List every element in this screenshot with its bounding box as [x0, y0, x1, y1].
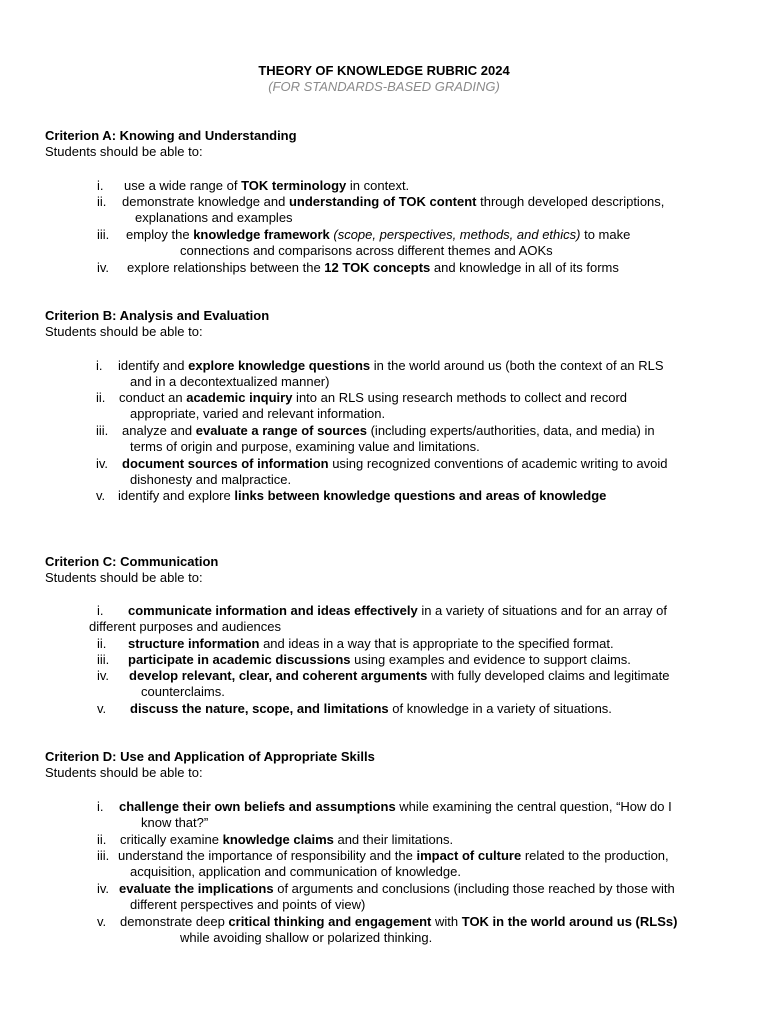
item-text: use a wide range of TOK terminology in context. [124, 178, 410, 193]
criterion-title: Criterion C: Communication [45, 554, 219, 569]
item-text: conduct an academic inquiry into an RLS using research methods to collect and record [119, 390, 628, 405]
item-text: participate in academic discussions using examples and evidence to support claims. [128, 652, 631, 667]
item-number: iii. [97, 848, 110, 863]
item-text: communicate information and ideas effectively in a variety of situations and for an array of [128, 603, 668, 618]
document-title: THEORY OF KNOWLEDGE RUBRIC 2024 [258, 63, 510, 78]
item-text: discuss the nature, scope, and limitations of knowledge in a variety of situations. [130, 701, 612, 716]
item-text-continued: acquisition, application and communication of knowledge. [130, 864, 461, 880]
item-text-continued: dishonesty and malpractice. [130, 472, 292, 488]
item-text-continued: different perspectives and points of view) [130, 897, 366, 913]
criterion-d-header [45, 749, 375, 781]
item-number: i. [96, 358, 103, 373]
item-text: analyze and evaluate a range of sources (including experts/authorities, data, and media) in [122, 423, 655, 438]
item-number: v. [97, 701, 107, 716]
criterion-intro: Students should be able to: [45, 144, 203, 159]
item-text-continued: and in a decontextualized manner) [130, 374, 330, 390]
item-text: critically examine knowledge claims and their limitations. [120, 832, 454, 847]
item-number: iv. [97, 881, 110, 896]
item-text: evaluate the implications of arguments and conclusions (including those reached by those with [119, 881, 675, 896]
item-text: structure information and ideas in a way that is appropriate to the specified format. [128, 636, 614, 651]
criterion-title: Criterion D: Use and Application of Appropriate Skills [45, 749, 375, 764]
criterion-c-header [45, 554, 218, 586]
item-number: iv. [97, 668, 110, 683]
item-text: identify and explore links between knowledge questions and areas of knowledge [118, 488, 607, 503]
criterion-title: Criterion A: Knowing and Understanding [45, 128, 297, 143]
item-text: document sources of information using recognized conventions of academic writing to avoid [122, 456, 668, 471]
item-text-continued: know that?” [141, 815, 209, 831]
item-text-continued: terms of origin and purpose, examining value and limitations. [130, 439, 480, 455]
criterion-intro: Students should be able to: [45, 570, 203, 585]
criterion-title: Criterion B: Analysis and Evaluation [45, 308, 270, 323]
item-number: iii. [96, 423, 109, 438]
item-text-continued: connections and comparisons across different themes and AOKs [180, 243, 553, 259]
item-number: ii. [97, 636, 107, 651]
item-text-continued: while avoiding shallow or polarized thinking. [180, 930, 433, 946]
criterion-a-header [45, 128, 297, 160]
item-number: i. [97, 603, 104, 618]
item-number: ii. [97, 194, 107, 209]
item-text-continued: counterclaims. [141, 684, 225, 700]
item-number: v. [96, 488, 106, 503]
item-number: iii. [97, 227, 110, 242]
item-text: challenge their own beliefs and assumptions while examining the central question, “How do I [119, 799, 672, 814]
criterion-b-header [45, 308, 269, 340]
item-number: iii. [97, 652, 110, 667]
item-number: iv. [97, 260, 110, 275]
item-text: develop relevant, clear, and coherent arguments with fully developed claims and legitimate [129, 668, 670, 683]
item-text: explore relationships between the 12 TOK concepts and knowledge in all of its forms [127, 260, 619, 275]
item-text: demonstrate knowledge and understanding of TOK content through developed descriptions, [122, 194, 665, 209]
item-number: ii. [97, 832, 107, 847]
item-number: v. [97, 914, 107, 929]
item-text-continued: appropriate, varied and relevant information. [130, 406, 386, 422]
criterion-intro: Students should be able to: [45, 324, 203, 339]
item-text: identify and explore knowledge questions in the world around us (both the context of an RLS [118, 358, 664, 373]
item-number: iv. [96, 456, 109, 471]
criterion-intro: Students should be able to: [45, 765, 203, 780]
item-text-continued: explanations and examples [135, 210, 293, 226]
item-text: employ the knowledge framework (scope, perspectives, methods, and ethics) to make [126, 227, 631, 242]
item-text-continued: different purposes and audiences [89, 619, 282, 635]
item-number: i. [97, 799, 104, 814]
item-text: demonstrate deep critical thinking and engagement with TOK in the world around us (RLSs) [120, 914, 678, 929]
item-number: i. [97, 178, 104, 193]
document-subtitle: (FOR STANDARDS-BASED GRADING) [268, 79, 500, 94]
item-text: understand the importance of responsibility and the impact of culture related to the production, [118, 848, 669, 863]
item-number: ii. [96, 390, 106, 405]
